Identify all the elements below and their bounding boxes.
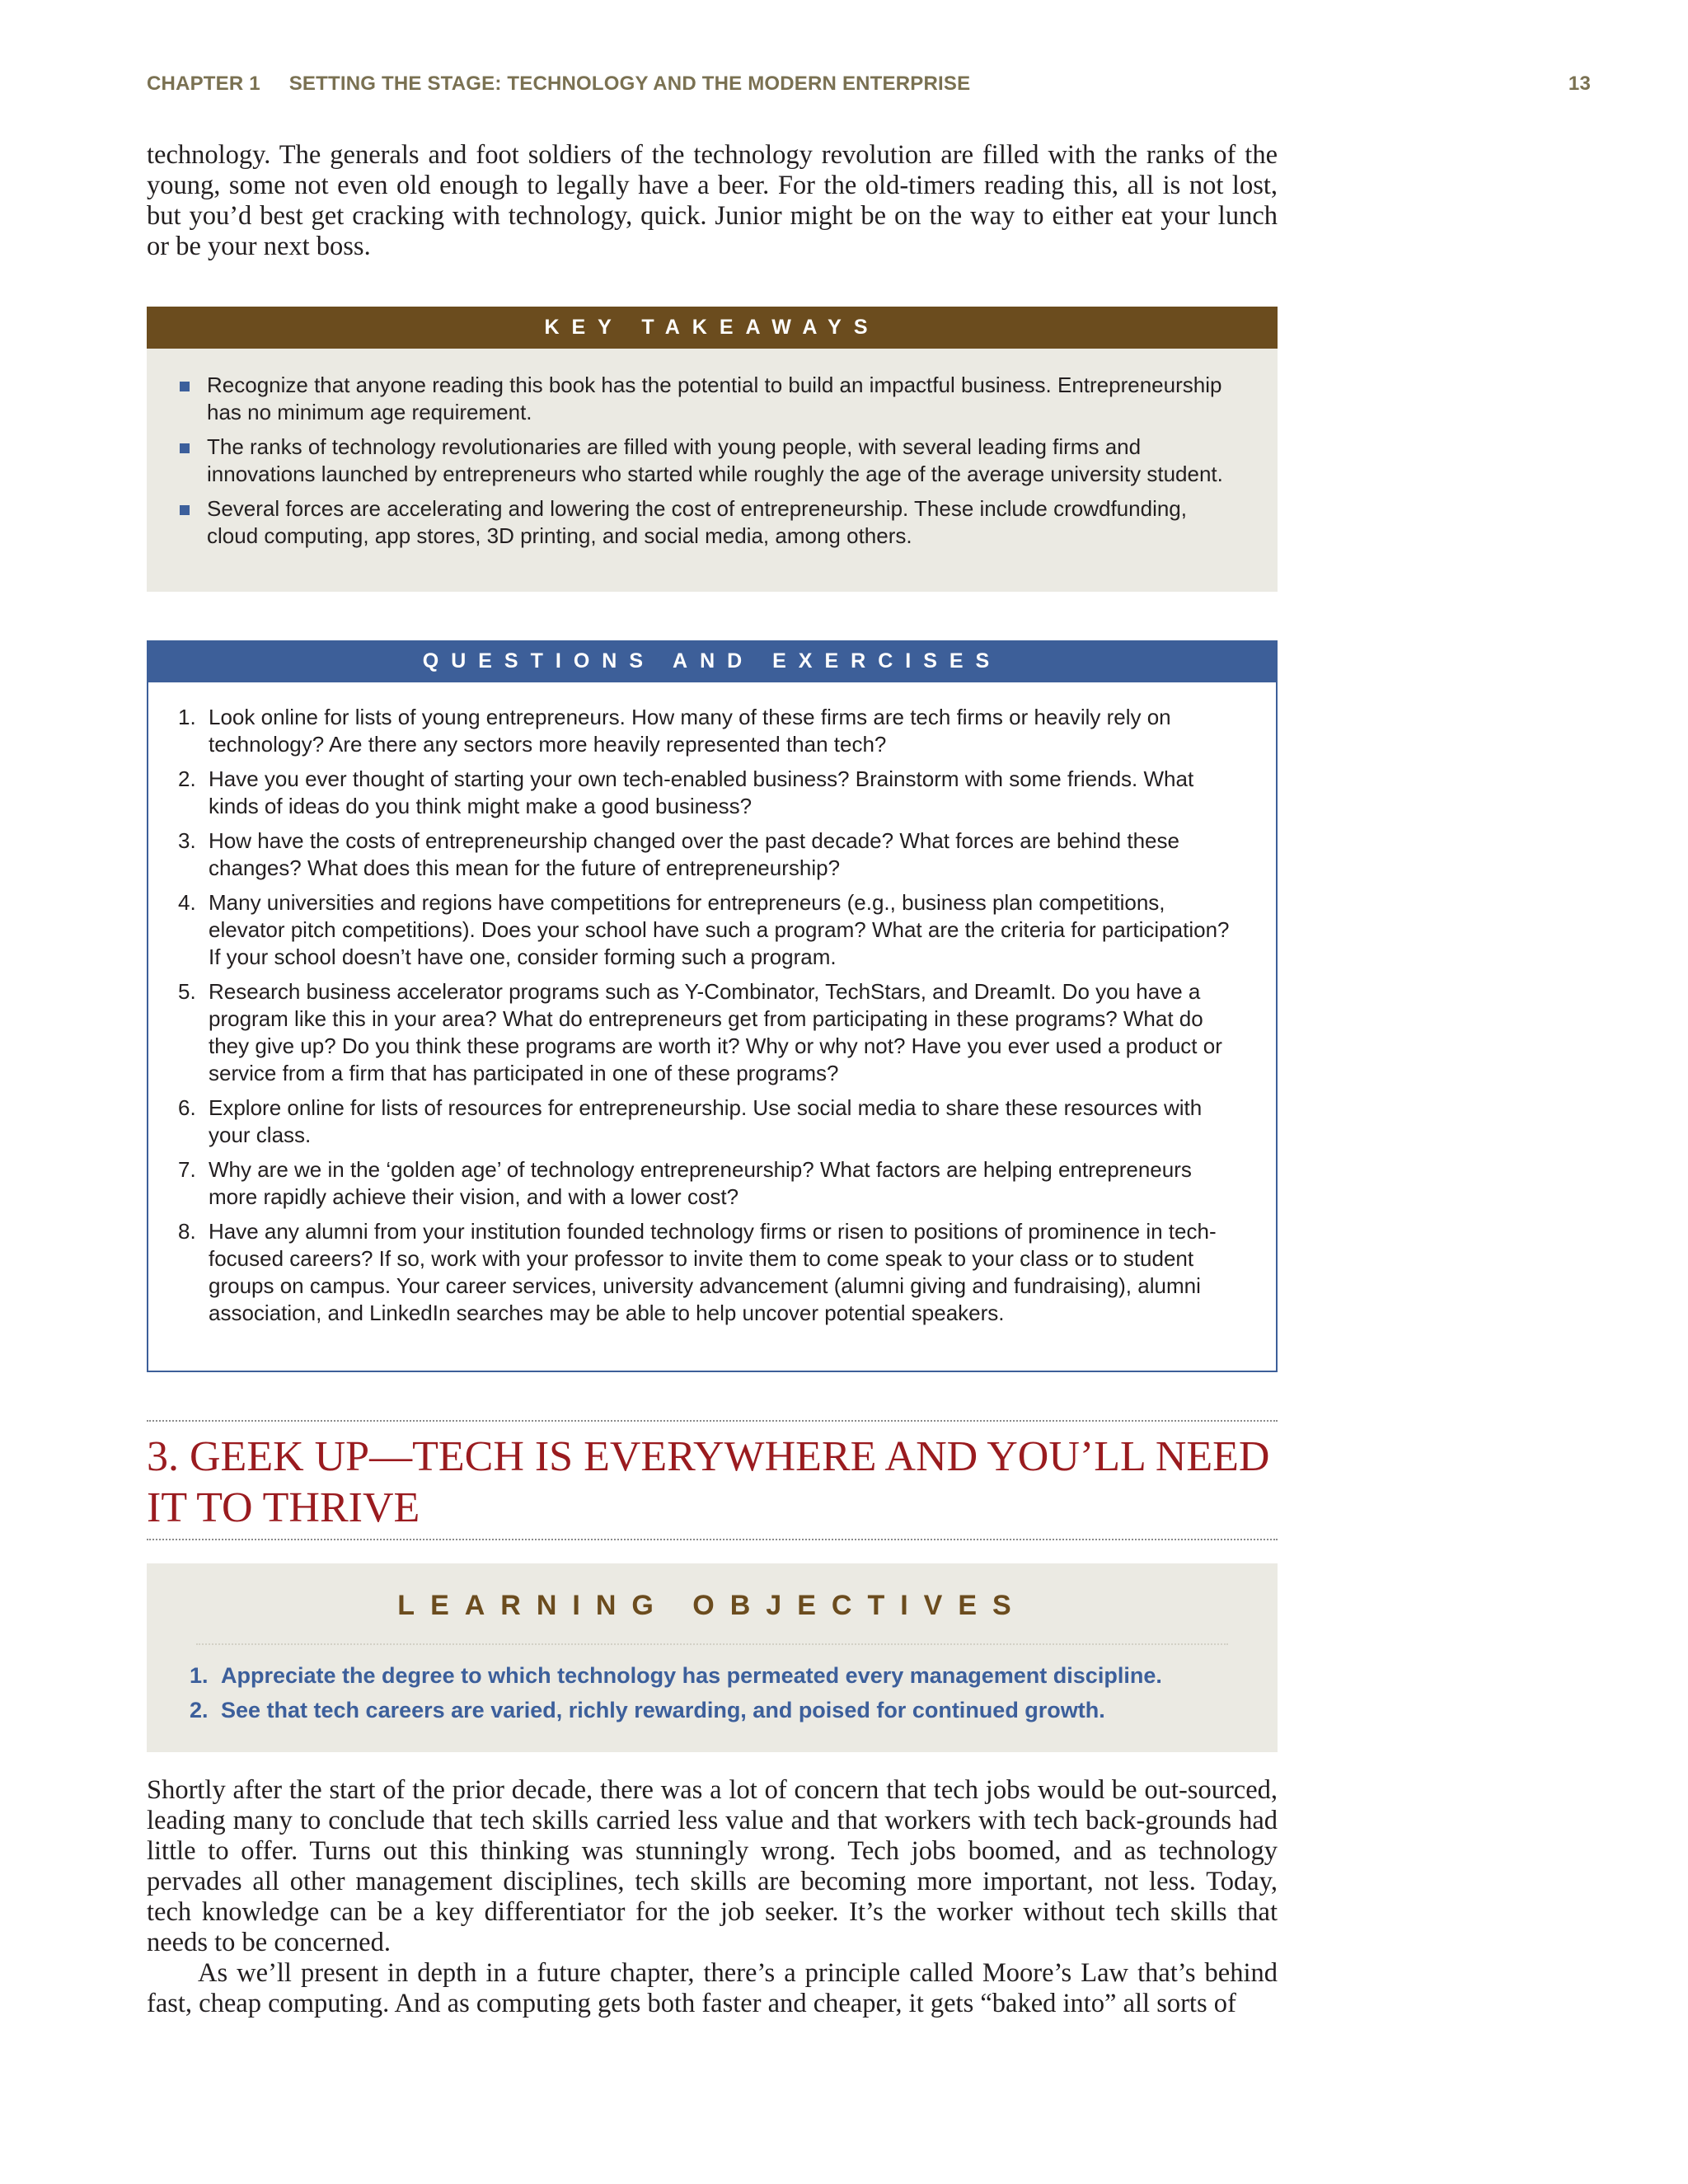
- question-item: [178, 766, 1235, 820]
- objective-item: [190, 1693, 1245, 1727]
- question-number: 2.: [178, 766, 196, 791]
- takeaway-text: Recognize that anyone reading this book has the potential to build an impactful business. Entrepreneurship has no minimum age requirement.: [207, 373, 1222, 424]
- question-text: Why are we in the ‘golden age’ of technology entrepreneurship? What factors are helping entrepreneurs more rapidly achieve their vision, and with a lower cost?: [209, 1157, 1192, 1209]
- objective-text: See that tech careers are varied, richly rewarding, and poised for continued growth.: [221, 1698, 1105, 1722]
- running-head-chapter: CHAPTER 1: [147, 73, 260, 95]
- learning-objectives-title: LEARNING OBJECTIVES: [397, 1590, 1027, 1621]
- question-item: [178, 704, 1235, 758]
- section-rule-bottom: [147, 1539, 1278, 1540]
- question-item: [178, 978, 1235, 1087]
- question-item: [178, 827, 1235, 882]
- takeaway-text: Several forces are accelerating and lowering the cost of entrepreneurship. These include crowdfunding, cloud computing, app stores, 3D printing, and social media, among others.: [207, 496, 1187, 548]
- objective-text: Appreciate the degree to which technology has permeated every management discipline.: [221, 1663, 1162, 1688]
- running-head: [147, 73, 1591, 96]
- learning-objectives-list: [147, 1658, 1278, 1727]
- objective-number: 1.: [190, 1663, 209, 1688]
- body-paragraph: Shortly after the start of the prior decade, there was a lot of concern that tech jobs would be out-sourced, leading many to conclude that tech skills carried less value and that workers with tech back-grounds had little to offer. Turns out this thinking was stunningly wrong. Tech jobs boomed, and as technology pervades all other management disciplines, tech skills are becoming more important, not less. Today, tech knowledge can be a key differentiator for the job seeker. It’s the worker without tech skills that needs to be concerned.: [147, 1775, 1278, 1957]
- question-text: Many universities and regions have competitions for entrepreneurs (e.g., business plan competitions, elevator pitch competitions). Does your school have such a program? What are the criteria for participation? If your school doesn’t have one, consider forming such a program.: [209, 890, 1230, 969]
- section-heading: 3. GEEK UP—TECH IS EVERYWHERE AND YOU’LL NEED IT TO THRIVE: [147, 1433, 1270, 1531]
- question-number: 6.: [178, 1095, 196, 1120]
- question-item: [178, 1156, 1235, 1211]
- page-number: 13: [1568, 73, 1591, 95]
- question-item: [178, 1094, 1235, 1149]
- takeaway-item: [207, 372, 1228, 426]
- objective-item: [190, 1658, 1245, 1693]
- question-text: How have the costs of entrepreneurship changed over the past decade? What forces are behind these changes? What does this mean for the future of entrepreneurship?: [209, 828, 1179, 880]
- objective-number: 2.: [190, 1698, 209, 1722]
- square-bullet-icon: [180, 505, 190, 515]
- page-content: [147, 140, 1278, 2019]
- square-bullet-icon: [180, 443, 190, 453]
- intro-paragraph: technology. The generals and foot soldiers of the technology revolution are filled with the ranks of the young, some not even old enough to legally have a beer. For the old-timers reading this, all is not lost, but you’d best get cracking with technology, quick. Junior might be on the way to either eat your lunch or be your next boss.: [147, 140, 1278, 261]
- learning-objectives-divider: [196, 1643, 1228, 1645]
- question-text: Research business accelerator programs such as Y-Combinator, TechStars, and DreamIt. Do you have a program like this in your area? What do entrepreneurs get from participating in these programs? What do they give up? Do you think these programs are worth it? Why or why not? Have you ever used a product or service from a firm that has participated in one of these programs?: [209, 979, 1222, 1085]
- key-takeaways-title: KEY TAKEAWAYS: [147, 307, 1278, 349]
- questions-title: QUESTIONS AND EXERCISES: [147, 640, 1278, 682]
- questions-box: [147, 640, 1278, 1372]
- key-takeaways-list: [147, 349, 1278, 592]
- takeaway-text: The ranks of technology revolutionaries are filled with young people, with several leading firms and innovations launched by entrepreneurs who started while roughly the age of the average university student.: [207, 434, 1223, 486]
- question-text: Explore online for lists of resources for entrepreneurship. Use social media to share these resources with your class.: [209, 1095, 1203, 1147]
- question-item: [178, 1218, 1235, 1327]
- learning-objectives-box: [147, 1563, 1278, 1752]
- question-number: 7.: [178, 1157, 196, 1182]
- key-takeaways-box: [147, 307, 1278, 592]
- question-number: 1.: [178, 705, 196, 729]
- question-number: 3.: [178, 828, 196, 853]
- takeaway-item: [207, 434, 1228, 488]
- running-head-title: SETTING THE STAGE: TECHNOLOGY AND THE MODERN ENTERPRISE: [288, 73, 971, 95]
- question-text: Look online for lists of young entrepreneurs. How many of these firms are tech firms or heavily rely on technology? Are there any sectors more heavily represented than tech?: [209, 705, 1171, 757]
- question-text: Have any alumni from your institution founded technology firms or risen to positions of prominence in tech-focused careers? If so, work with your professor to invite them to come speak to your class or to student groups on campus. Your career services, university advancement (alumni giving and fundraising), alumni association, and LinkedIn searches may be able to help uncover potential speakers.: [209, 1219, 1217, 1325]
- question-number: 8.: [178, 1219, 196, 1244]
- square-bullet-icon: [180, 382, 190, 391]
- question-number: 4.: [178, 890, 196, 915]
- question-item: [178, 889, 1235, 971]
- section-rule-top: [147, 1420, 1278, 1422]
- questions-list: [148, 682, 1276, 1371]
- question-text: Have you ever thought of starting your own tech-enabled business? Brainstorm with some friends. What kinds of ideas do you think might make a good business?: [209, 766, 1194, 818]
- question-number: 5.: [178, 979, 196, 1004]
- body-paragraph: As we’ll present in depth in a future chapter, there’s a principle called Moore’s Law that’s behind fast, cheap computing. And as computing gets both faster and cheaper, it gets “baked into” all sorts of: [147, 1958, 1278, 2018]
- takeaway-item: [207, 495, 1228, 550]
